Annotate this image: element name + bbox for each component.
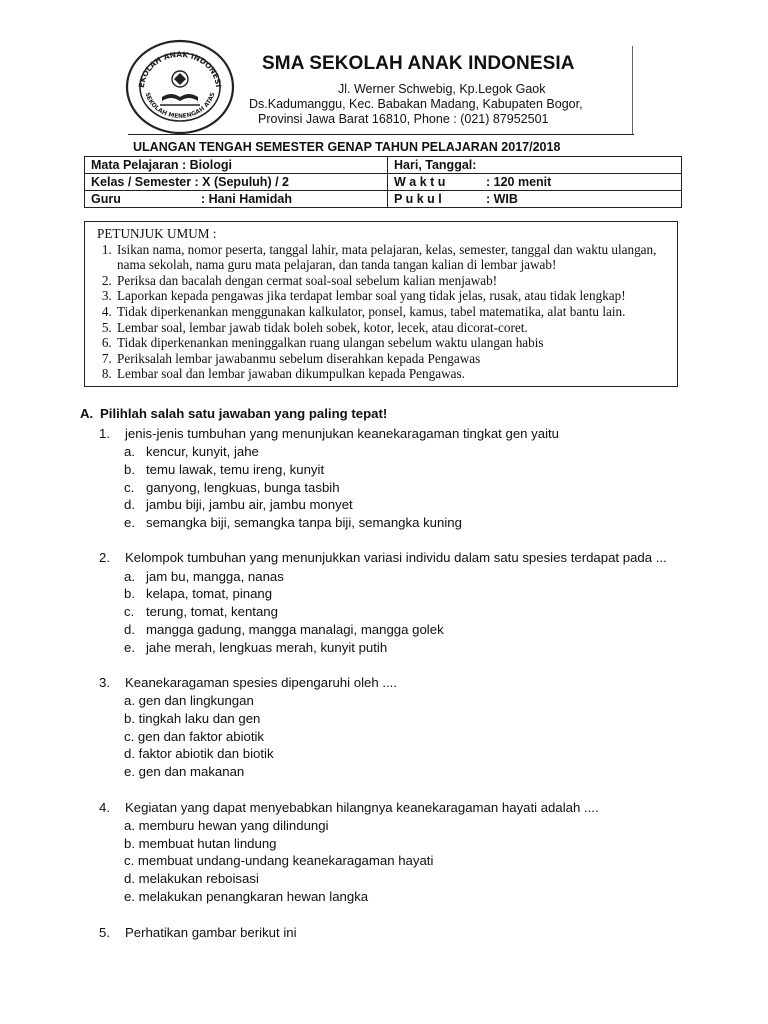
- option-2b[interactable]: [124, 586, 272, 601]
- date-cell: [388, 157, 682, 174]
- question-text: Kelompok tumbuhan yang menunjukkan variasi individu dalam satu spesies terdapat pada ...: [125, 550, 667, 565]
- svg-text:SEKOLAH MENENGAH ATAS: [144, 92, 217, 120]
- hour-value: : WIB: [486, 192, 518, 206]
- logo-top-text: EKOLAH ANAK INDONESI: [136, 49, 223, 89]
- teacher-label: Guru: [91, 192, 121, 206]
- option-3a[interactable]: a. gen dan lingkungan: [124, 693, 254, 708]
- option-1c[interactable]: [124, 480, 340, 495]
- section-a-heading: [80, 406, 387, 421]
- list-item: 8. Lembar soal dan lembar jawaban dikumpulkan kepada Pengawas.: [115, 366, 669, 382]
- option-text: kelapa, tomat, pinang: [146, 586, 273, 601]
- question-text: jenis-jenis tumbuhan yang menunjukan keanekaragaman tingkat gen yaitu: [125, 426, 560, 441]
- option-1e[interactable]: [124, 515, 462, 530]
- option-1b[interactable]: [124, 462, 324, 477]
- list-item: 3. Laporkan kepada pengawas jika terdapat lembar soal yang tidak jelas, rusak, atau tidak lengkap!: [115, 288, 669, 304]
- list-item: 7. Periksalah lembar jawabanmu sebelum diserahkan kepada Pengawas: [115, 351, 669, 367]
- question-number: 3.: [99, 675, 110, 690]
- option-text: semangka biji, semangka tanpa biji, semangka kuning: [146, 515, 462, 530]
- teacher-cell: [85, 191, 388, 208]
- option-text: jambu biji, jambu air, jambu monyet: [146, 497, 353, 512]
- school-name: SMA SEKOLAH ANAK INDONESIA: [262, 53, 575, 74]
- list-item: 4. Tidak diperkenankan menggunakan kalkulator, ponsel, kamus, tabel matematika, alat bantu lain.: [115, 304, 669, 320]
- question-text: Perhatikan gambar berikut ini: [125, 925, 297, 940]
- question-3: [99, 675, 397, 690]
- general-instructions-box: [84, 221, 678, 387]
- question-2: [99, 550, 667, 565]
- section-title: Pilihlah salah satu jawaban yang paling tepat!: [100, 406, 388, 421]
- option-letter: e.: [124, 640, 135, 655]
- option-3c[interactable]: c. gen dan faktor abiotik: [124, 729, 265, 744]
- hour-cell: [388, 191, 682, 208]
- address-line-3: Provinsi Jawa Barat 16810, Phone : (021) 87952501: [258, 112, 549, 126]
- section-marker: A.: [80, 406, 94, 421]
- teacher-value: : Hani Hamidah: [201, 192, 292, 206]
- subject-cell: [85, 157, 388, 174]
- class-cell: [85, 174, 388, 191]
- question-4: [99, 800, 599, 815]
- list-item: 6. Tidak diperkenankan meninggalkan ruang ulangan sebelum waktu ulangan habis: [115, 335, 669, 351]
- option-4c[interactable]: c. membuat undang-undang keanekaragaman hayati: [124, 853, 434, 868]
- date-text: Hari, Tanggal:: [394, 158, 477, 172]
- question-number: 1.: [99, 426, 110, 441]
- option-4b[interactable]: b. membuat hutan lindung: [124, 836, 277, 851]
- option-letter: b.: [124, 462, 135, 477]
- option-letter: d.: [124, 622, 135, 637]
- option-letter: c.: [124, 604, 135, 619]
- option-4d[interactable]: d. melakukan reboisasi: [124, 871, 259, 886]
- table-row: [85, 191, 682, 208]
- option-1a[interactable]: [124, 444, 259, 459]
- header-divider: [128, 134, 634, 135]
- option-text: ganyong, lengkuas, bunga tasbih: [146, 480, 340, 495]
- option-2c[interactable]: [124, 604, 278, 619]
- header-vertical-rule: [632, 46, 633, 134]
- option-text: kencur, kunyit, jahe: [146, 444, 259, 459]
- table-row: [85, 157, 682, 174]
- address-line-1: Jl. Werner Schwebig, Kp.Legok Gaok: [338, 82, 546, 96]
- option-text: jam bu, mangga, nanas: [146, 569, 284, 584]
- option-letter: a.: [124, 569, 135, 584]
- list-item: 5. Lembar soal, lembar jawab tidak boleh sobek, kotor, lecek, atau dicorat-coret.: [115, 320, 669, 336]
- class-text: Kelas / Semester : X (Sepuluh) / 2: [91, 175, 289, 189]
- instructions-title: PETUNJUK UMUM :: [97, 226, 217, 241]
- option-text: jahe merah, lengkuas merah, kunyit putih: [146, 640, 388, 655]
- list-item: 1. Isikan nama, nomor peserta, tanggal lahir, mata pelajaran, kelas, semester, tanggal dan waktu ulangan, nama sekolah, nama guru mata pelajaran, dan tanda tangan kalian di lembar jawab!: [115, 242, 669, 273]
- subject-text: Mata Pelajaran : Biologi: [91, 158, 233, 172]
- option-text: terung, tomat, kentang: [146, 604, 278, 619]
- option-2d[interactable]: [124, 622, 444, 637]
- option-4a[interactable]: a. memburu hewan yang dilindungi: [124, 818, 329, 833]
- option-2e[interactable]: [124, 640, 387, 655]
- question-5: [99, 925, 297, 940]
- option-letter: c.: [124, 480, 135, 495]
- option-3e[interactable]: e. gen dan makanan: [124, 764, 245, 779]
- list-item: 2. Periksa dan bacalah dengan cermat soal-soal sebelum kalian menjawab!: [115, 273, 669, 289]
- logo-bottom-text: SEKOLAH MENENGAH ATAS: [143, 91, 217, 120]
- option-text: temu lawak, temu ireng, kunyit: [146, 462, 325, 477]
- option-letter: a.: [124, 444, 135, 459]
- option-text: mangga gadung, mangga manalagi, mangga golek: [146, 622, 444, 637]
- address-line-2: Ds.Kadumanggu, Kec. Babakan Madang, Kabupaten Bogor,: [249, 97, 583, 111]
- exam-info-table: [84, 156, 682, 208]
- question-text: Kegiatan yang dapat menyebabkan hilangnya keanekaragaman hayati adalah ....: [125, 800, 599, 815]
- table-row: [85, 174, 682, 191]
- option-letter: d.: [124, 497, 135, 512]
- time-value: : 120 menit: [486, 175, 552, 189]
- question-number: 5.: [99, 925, 110, 940]
- time-label: W a k t u: [394, 175, 446, 189]
- option-2a[interactable]: [124, 569, 284, 584]
- option-letter: b.: [124, 586, 135, 601]
- time-cell: [388, 174, 682, 191]
- exam-title: ULANGAN TENGAH SEMESTER GENAP TAHUN PELAJARAN 2017/2018: [133, 140, 561, 154]
- school-logo: [122, 37, 242, 137]
- question-1: [99, 426, 559, 441]
- instructions-list: [97, 242, 669, 382]
- option-3b[interactable]: b. tingkah laku dan gen: [124, 711, 261, 726]
- option-3d[interactable]: d. faktor abiotik dan biotik: [124, 746, 274, 761]
- option-letter: e.: [124, 515, 135, 530]
- option-4e[interactable]: e. melakukan penangkaran hewan langka: [124, 889, 369, 904]
- question-number: 4.: [99, 800, 110, 815]
- question-text: Keanekaragaman spesies dipengaruhi oleh ....: [125, 675, 397, 690]
- question-number: 2.: [99, 550, 110, 565]
- hour-label: P u k u l: [394, 192, 442, 206]
- option-1d[interactable]: [124, 497, 353, 512]
